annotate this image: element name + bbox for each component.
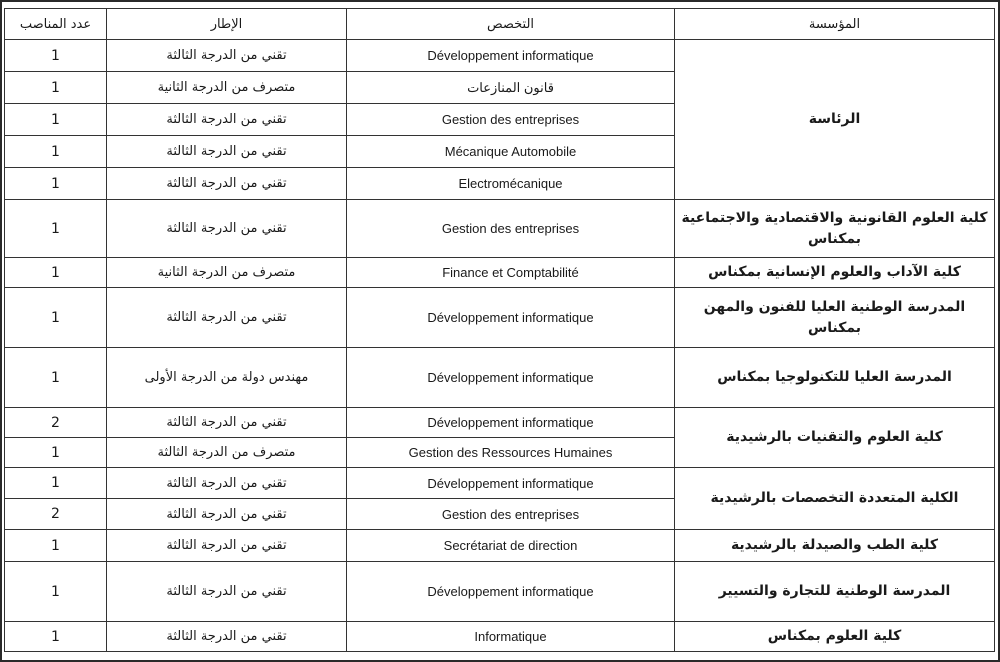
specialty-cell: Gestion des entreprises [347, 499, 675, 530]
specialty-cell: Développement informatique [347, 288, 675, 348]
cadre-cell: مهندس دولة من الدرجة الأولى [107, 348, 347, 408]
institution-cell: المدرسة الوطنية للتجارة والتسيير [675, 562, 995, 622]
count-cell: 1 [5, 104, 107, 136]
specialty-cell: Informatique [347, 622, 675, 652]
table-row [5, 622, 995, 652]
count-cell: 1 [5, 288, 107, 348]
count-cell: 1 [5, 40, 107, 72]
cadre-cell: تقني من الدرجة الثالثة [107, 468, 347, 499]
header-specialty: التخصص [347, 9, 675, 40]
institution-cell: المدرسة الوطنية العليا للفنون والمهن بمكناس [675, 288, 995, 348]
cadre-cell: تقني من الدرجة الثالثة [107, 288, 347, 348]
institution-cell: كلية العلوم والتقنيات بالرشيدية [675, 408, 995, 468]
count-cell: 1 [5, 136, 107, 168]
count-cell: 1 [5, 438, 107, 468]
table-row [5, 468, 995, 499]
table-row [5, 288, 995, 348]
count-cell: 1 [5, 72, 107, 104]
institution-cell: كلية العلوم بمكناس [675, 622, 995, 652]
count-cell: 2 [5, 499, 107, 530]
header-row [5, 9, 995, 40]
institution-cell: الرئاسة [675, 40, 995, 200]
cadre-cell: متصرف من الدرجة الثانية [107, 72, 347, 104]
count-cell: 1 [5, 622, 107, 652]
cadre-cell: تقني من الدرجة الثالثة [107, 104, 347, 136]
specialty-cell: Secrétariat de direction [347, 530, 675, 562]
institution-cell: كلية العلوم القانونية والاقتصادية والاجتماعية بمكناس [675, 200, 995, 258]
specialty-cell: Développement informatique [347, 562, 675, 622]
header-count: عدد المناصب [5, 9, 107, 40]
count-cell: 2 [5, 408, 107, 438]
table-row [5, 348, 995, 408]
table-row [5, 40, 995, 72]
count-cell: 1 [5, 562, 107, 622]
count-cell: 1 [5, 258, 107, 288]
institution-cell: الكلية المتعددة التخصصات بالرشيدية [675, 468, 995, 530]
cadre-cell: تقني من الدرجة الثالثة [107, 499, 347, 530]
count-cell: 1 [5, 468, 107, 499]
cadre-cell: تقني من الدرجة الثالثة [107, 562, 347, 622]
count-cell: 1 [5, 348, 107, 408]
specialty-cell: Développement informatique [347, 348, 675, 408]
cadre-cell: تقني من الدرجة الثالثة [107, 408, 347, 438]
institution-cell: كلية الطب والصيدلة بالرشيدية [675, 530, 995, 562]
count-cell: 1 [5, 200, 107, 258]
cadre-cell: متصرف من الدرجة الثانية [107, 258, 347, 288]
specialty-cell: Gestion des Ressources Humaines [347, 438, 675, 468]
positions-table [4, 8, 995, 652]
count-cell: 1 [5, 530, 107, 562]
header-cadre: الإطار [107, 9, 347, 40]
institution-cell: المدرسة العليا للتكنولوجيا بمكناس [675, 348, 995, 408]
cadre-cell: تقني من الدرجة الثالثة [107, 168, 347, 200]
specialty-cell: Développement informatique [347, 40, 675, 72]
institution-cell: كلية الآداب والعلوم الإنسانية بمكناس [675, 258, 995, 288]
table-row [5, 200, 995, 258]
cadre-cell: تقني من الدرجة الثالثة [107, 40, 347, 72]
header-institution: المؤسسة [675, 9, 995, 40]
specialty-cell: Finance et Comptabilité [347, 258, 675, 288]
cadre-cell: تقني من الدرجة الثالثة [107, 530, 347, 562]
table-row [5, 562, 995, 622]
specialty-cell: Gestion des entreprises [347, 200, 675, 258]
count-cell: 1 [5, 168, 107, 200]
cadre-cell: تقني من الدرجة الثالثة [107, 622, 347, 652]
table-row [5, 258, 995, 288]
specialty-cell: Développement informatique [347, 468, 675, 499]
cadre-cell: تقني من الدرجة الثالثة [107, 136, 347, 168]
specialty-cell: Développement informatique [347, 408, 675, 438]
cadre-cell: متصرف من الدرجة الثالثة [107, 438, 347, 468]
specialty-cell: Mécanique Automobile [347, 136, 675, 168]
specialty-cell: قانون المنازعات [347, 72, 675, 104]
specialty-cell: Gestion des entreprises [347, 104, 675, 136]
specialty-cell: Electromécanique [347, 168, 675, 200]
cadre-cell: تقني من الدرجة الثالثة [107, 200, 347, 258]
table-row [5, 530, 995, 562]
table-row [5, 408, 995, 438]
